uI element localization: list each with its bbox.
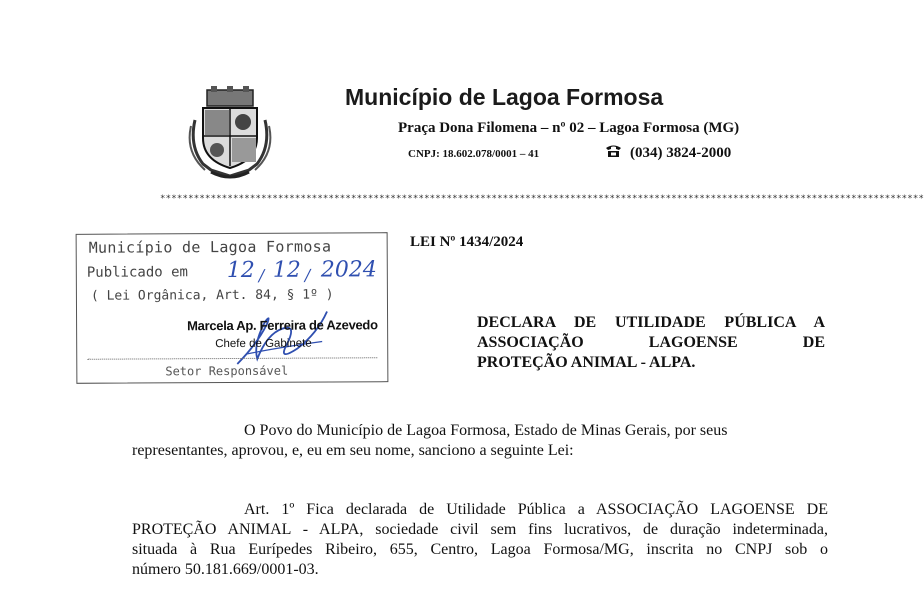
stamp-date-sep2: / (304, 265, 311, 285)
article-line: número 50.181.669/0001-03. (132, 561, 319, 578)
stamp-date-sep1: / (258, 265, 265, 285)
preamble-paragraph (132, 421, 828, 461)
law-number: LEI Nº 1434/2024 (410, 234, 524, 250)
telephone-icon (605, 144, 622, 162)
municipality-cnpj: CNPJ: 18.602.078/0001 – 41 (408, 148, 540, 160)
header-separator: **************************************************************************************************************************************** (160, 194, 924, 204)
stamp-date-month: 12 (272, 257, 301, 283)
stamp-municipality: Município de Lagoa Formosa (88, 237, 332, 257)
stamp-footer: Setor Responsável (165, 363, 289, 379)
signer-name: Marcela Ap. Ferreira de Azevedo (187, 317, 378, 334)
ementa-line: PROTEÇÃO ANIMAL - ALPA. (477, 354, 696, 371)
article-1-paragraph (132, 500, 828, 580)
stamp-published-label: Publicado em (86, 264, 189, 281)
article-line: Art. 1º Fica declarada de Utilidade Pública a ASSOCIAÇÃO LAGOENSE DE (244, 501, 828, 518)
phone-line (605, 144, 731, 162)
municipal-coat-of-arms-icon (185, 86, 275, 182)
ementa-line: ASSOCIAÇÃO LAGOENSE DE (477, 334, 825, 351)
stamp-legal-reference: ( Lei Orgânica, Art. 84, § 1º ) (90, 287, 334, 304)
law-ementa (477, 313, 825, 373)
preamble-line: O Povo do Município de Lagoa Formosa, Estado de Minas Gerais, por seus (244, 422, 728, 439)
stamp-date-day: 12 (226, 257, 255, 284)
stamp-date-year: 2024 (320, 257, 377, 283)
publication-stamp (76, 232, 389, 384)
phone-number: (034) 3824-2000 (630, 144, 732, 161)
municipality-address: Praça Dona Filomena – nº 02 – Lagoa Formosa (MG) (398, 120, 740, 136)
municipality-title: Município de Lagoa Formosa (345, 84, 664, 110)
article-line: situada à Rua Eurípedes Ribeiro, 655, Centro, Lagoa Formosa/MG, inscrita no CNPJ sob o (132, 541, 828, 558)
ementa-line: DECLARA DE UTILIDADE PÚBLICA A (477, 314, 825, 331)
preamble-line: representantes, aprovou, e, eu em seu nome, sanciono a seguinte Lei: (132, 442, 574, 459)
article-line: PROTEÇÃO ANIMAL - ALPA, sociedade civil sem fins lucrativos, de duração indeterminada, (132, 521, 828, 538)
signer-role: Chefe de Gabinete (215, 337, 312, 351)
